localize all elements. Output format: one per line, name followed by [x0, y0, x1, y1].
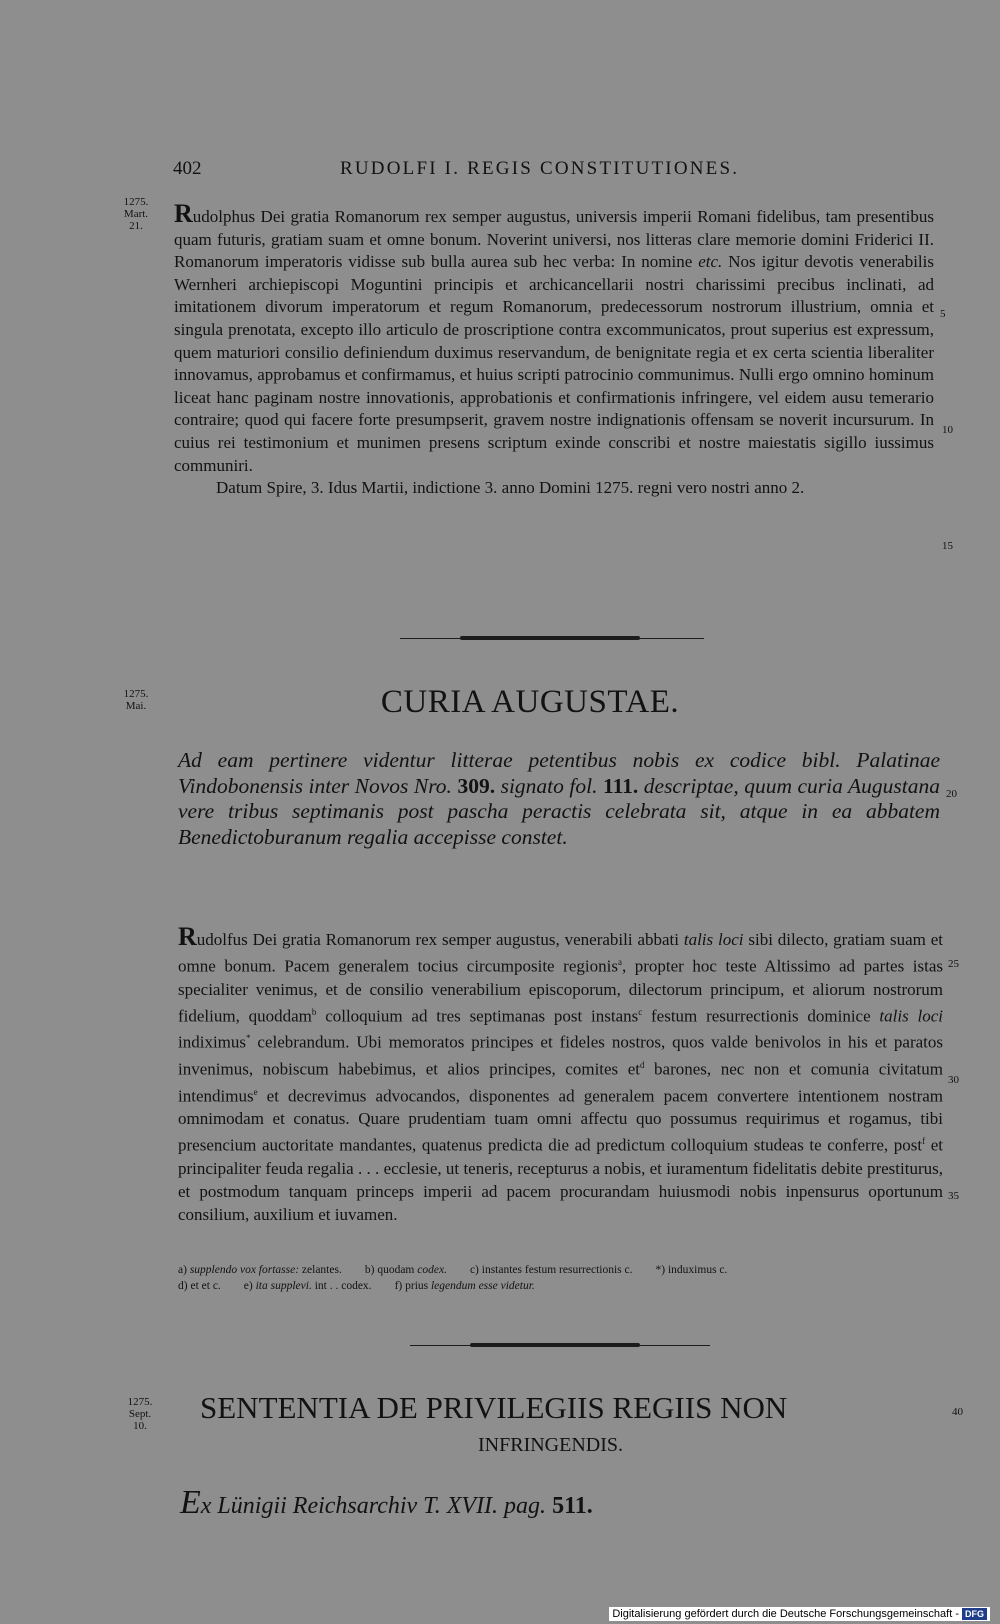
footnote-line: a) supplendo vox fortasse: zelantes. b) quodam codex. c) instantes festum resurrectionis c. *) induximus c. — [178, 1264, 728, 1276]
margin-date-sec1: 1275. Mai. — [123, 688, 149, 712]
line-number: 25 — [948, 958, 959, 970]
page-number: 402 — [173, 158, 202, 179]
margin-date-doc1: 1275. Mart. 21. — [123, 196, 149, 232]
footnotes — [178, 1262, 943, 1294]
charter-text-1: Rudolphus Dei gratia Romanorum rex semper augustus, universis imperii Romani fidelibus, tam presentibus quam futuris, gratiam suam et omne bonum. Noverint universi, nos litteras clare memorie domini Friderici II. Romanorum imperatoris vidisse sub bulla aurea sub hec verba: In nomine etc. Nos igitur devotis venerabilis Wernheri archiepiscopi Moguntini principis et archicancellarii nostri charissimi precibus inclinati, ad imitationem divorum imperatorum et regum Romanorum, predecessorum nostrorum illustrium, omnia et singula prenotata, excepto illo articulo de proscriptione contra excommunicatos, prout superius est expressum, quem maturiori consilio definiendum duximus reservandum, de benignitate regia et ex certa scientia liberaliter innovamus, approbamus et confirmamus, et huius scripti patrocinio communimus. Nulli ergo omnino hominum liceat hanc paginam nostre innovationis, approbationis et confirmationis infringere, vel eidem ausu temerario contraire; quod qui facere forte presumpserit, gravem nostre indignationis offensam se noverit incursurum. In cuius rei testimonium et munimen presens scriptum exinde conscribi et nostre maiestatis sigillo iussimus communiri. Datum Spire, 3. Idus Martii, indictione 3. anno Domini 1275. regni vero nostri anno 2. — [174, 206, 934, 500]
dfg-logo-icon: DFG — [962, 1608, 987, 1620]
drop-cap: R — [178, 922, 197, 951]
section-title-curia: CURIA AUGUSTAE. — [380, 684, 680, 720]
line-number: 30 — [948, 1074, 959, 1086]
line-number: 40 — [952, 1406, 963, 1418]
separator-rule-thick — [460, 636, 640, 640]
running-head: RUDOLFI I. REGIS CONSTITUTIONES. — [340, 158, 740, 179]
line-number: 15 — [942, 540, 953, 552]
section-subtitle: INFRINGENDIS. — [478, 1434, 623, 1456]
line-number: 5 — [940, 308, 946, 320]
section-title-sententia: SENTENTIA DE PRIVILEGIIS REGIIS NON — [200, 1390, 788, 1425]
charter-text-2: Rudolfus Dei gratia Romanorum rex semper augustus, venerabili abbati talis loci sibi dilecto, gratiam suam et omne bonum. Pacem generalem tocius circumposite regionis$^a$, propter hoc teste Altissimo ad partes istas specialiter venimus, et de consilio venerabilium episcoporum, dilectorum principum, et aliorum nostrorum fidelium, quoddam$^b$ colloquium ad tres septimanas post instans$^c$ festum resurrectionis dominice talis loci indiximus* celebrandum. Ubi memoratos principes et fideles nostros, quos valde benivolos in his et paratos invenimus, nobiscum habebimus, et alios principes, comites $et^d$ barones, nec non et comunia civitatum intendimus$^e$ et decrevimus advocandos, disponentes ad generalem pacem convertere intentionem nostram omnimodam et conatus. Quare prudentiam tuam omni affectu quo possumus requirimus et rogamus, tibi presencium auctoritate mandantes, quatenus predicta die ad predictum colloquium studeas te conferre, post$^f$ et principaliter feuda regalia . . . ecclesie, ut teneris, recepturus a nobis, et iuramentum fidelitatis debite prestiturus, et postmodum tanquam princeps imperii ad pacem procurandam huiusmodi nobis inpensurus oportunum consilium, auxilium et iuvamen. — [178, 922, 943, 1224]
dfg-footer: Digitalisierung gefördert durch die Deutsche Forschungsgemeinschaft - DFG — [609, 1607, 990, 1621]
editorial-intro: Ad eam pertinere videntur litterae petentibus nobis ex codice bibl. Palatinae Vindobonensis inter Novos Nro. 309. signato fol. 111. descriptae, quum curia Augustana vere tribus septimanis post pascha peractis celebrata sit, atque in ea abbatem Benedictoburanum regalia accepisse constet. — [178, 748, 940, 849]
line-number: 10 — [942, 424, 953, 436]
line-number: 35 — [948, 1190, 959, 1202]
margin-date-sec2: 1275. Sept. 10. — [127, 1396, 153, 1432]
datum-line: Datum Spire, 3. Idus Martii, indictione 3. anno Domini 1275. regni vero nostri anno 2. — [216, 478, 805, 498]
line-number: 20 — [946, 788, 957, 800]
drop-cap: R — [174, 199, 193, 228]
footnote-line: d) et et c. e) ita supplevi. int . . codex. f) prius legendum esse videtur. — [178, 1280, 535, 1292]
separator-rule-thick — [470, 1343, 640, 1347]
source-line: Ex Lünigii Reichsarchiv T. XVII. pag. 511. — [180, 1484, 593, 1521]
